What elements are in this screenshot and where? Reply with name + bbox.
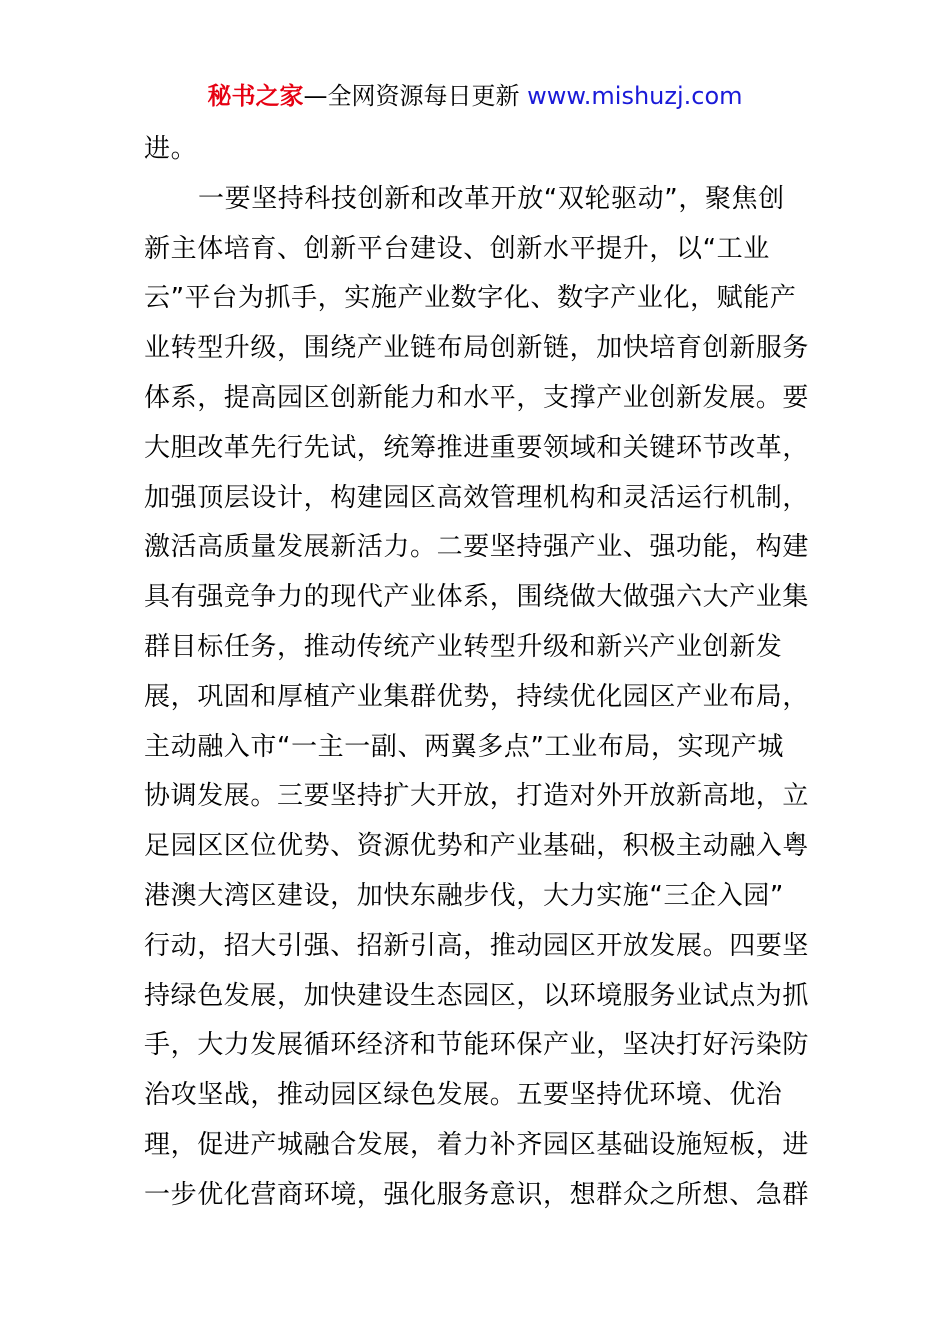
text-line: 展，巩固和厚植产业集群优势，持续优化园区产业布局， (144, 681, 810, 712)
text-line: 新主体培育、创新平台建设、创新水平提升，以“工业 (144, 233, 770, 264)
text-line: 手，大力发展循环经济和节能环保产业，坚决打好污染防 (144, 1030, 810, 1061)
text-line: 进。 (144, 134, 198, 164)
text-line: 群目标任务，推动传统产业转型升级和新兴产业创新发 (144, 631, 783, 662)
text-line: 港澳大湾区建设，加快东融步伐，大力实施“三企入园” (144, 880, 784, 911)
text-line: 大胆改革先行先试，统筹推进重要领域和关键环节改革， (144, 432, 810, 463)
text-line: 一步优化营商环境，强化服务意识，想群众之所想、急群 (144, 1179, 810, 1210)
text-line: 业转型升级，围绕产业链布局创新链，加快培育创新服务 (144, 333, 810, 364)
text-line: 激活高质量发展新活力。二要坚持强产业、强功能，构建 (144, 532, 810, 563)
text-line: 治攻坚战，推动园区绿色发展。五要坚持优环境、优治 (144, 1080, 783, 1111)
text-line: 主动融入市“一主一副、两翼多点”工业布局，实现产城 (144, 731, 784, 762)
text-line: 具有强竞争力的现代产业体系，围绕做大做强六大产业集 (144, 582, 810, 613)
paragraph-first-line: 一要坚持科技创新和改革开放“双轮驱动”，聚焦创 (198, 183, 785, 214)
document-body (144, 125, 814, 1221)
site-brand: 秘书之家 (207, 82, 304, 110)
text-line: 理，促进产城融合发展，着力补齐园区基础设施短板，进 (144, 1129, 810, 1160)
site-slogan: —全网资源每日更新 (303, 82, 528, 110)
text-line: 体系，提高园区创新能力和水平，支撑产业创新发展。要 (144, 382, 810, 413)
text-line: 云”平台为抓手，实施产业数字化、数字产业化，赋能产 (144, 283, 797, 314)
text-line: 足园区区位优势、资源优势和产业基础，积极主动融入粤 (144, 831, 810, 862)
page-header (0, 80, 950, 112)
text-line: 持绿色发展，加快建设生态园区，以环境服务业试点为抓 (144, 980, 810, 1011)
text-line: 加强顶层设计，构建园区高效管理机构和灵活运行机制， (144, 482, 810, 513)
text-line: 协调发展。三要坚持扩大开放，打造对外开放新高地，立 (144, 781, 810, 812)
text-line: 行动，招大引强、招新引高，推动园区开放发展。四要坚 (144, 930, 810, 961)
site-url-link[interactable]: www.mishuzj.com (527, 82, 743, 110)
